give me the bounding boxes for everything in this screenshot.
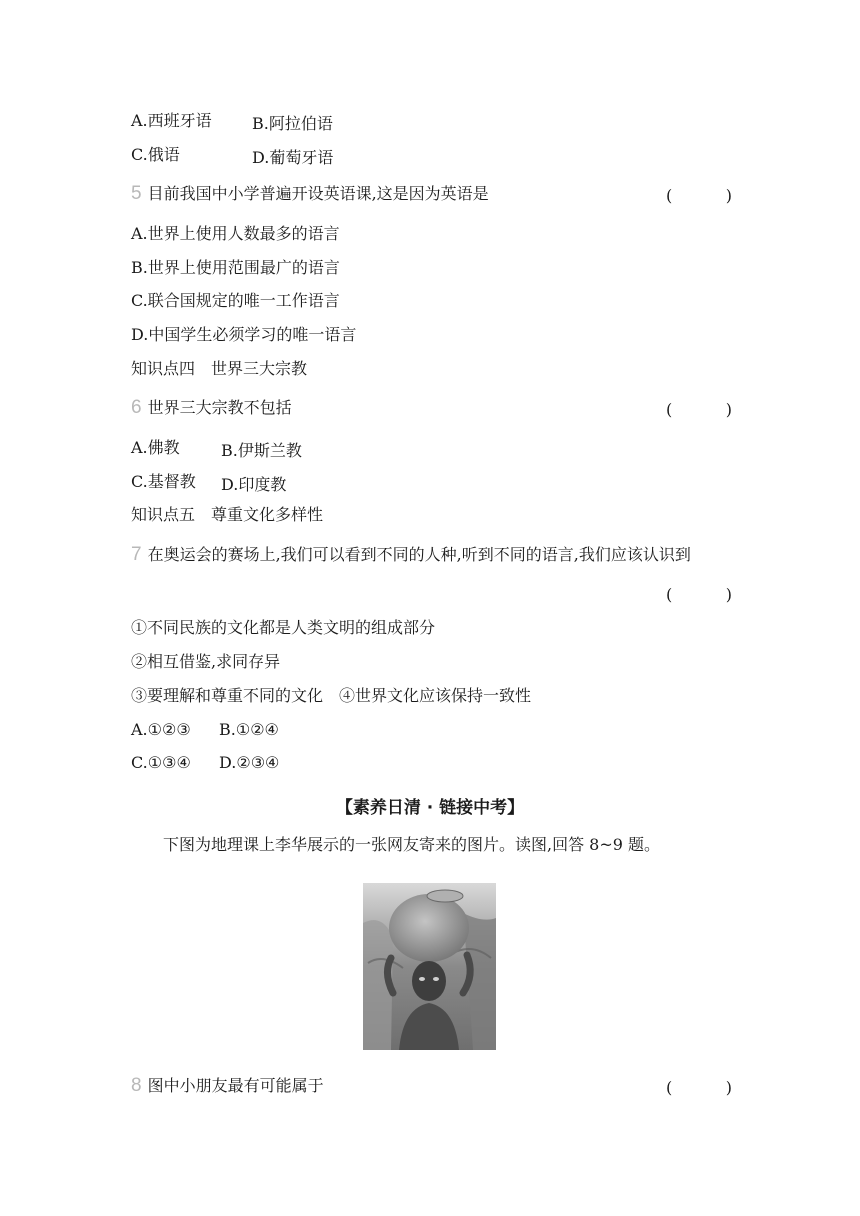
q5-option-d: D.中国学生必须学习的唯一语言 bbox=[131, 325, 357, 344]
q6-stem-line bbox=[131, 398, 292, 418]
q6-option-b: B.伊斯兰教 bbox=[221, 441, 302, 460]
q7-paren-left: ( bbox=[666, 585, 673, 604]
q6-option-c: C.基督教 bbox=[131, 472, 196, 491]
q7-statement-1: ①不同民族的文化都是人类文明的组成部分 bbox=[131, 618, 436, 637]
q5-option-c: C.联合国规定的唯一工作语言 bbox=[131, 291, 340, 310]
q4-option-a: A.西班牙语 bbox=[131, 111, 212, 130]
q6-paren-right: ) bbox=[725, 400, 732, 419]
q6-option-a: A.佛教 bbox=[131, 438, 180, 457]
q8-paren-right: ) bbox=[725, 1078, 732, 1097]
child-carrying-pot-photo bbox=[363, 883, 496, 1050]
q7-option-a: A.①②③ bbox=[131, 720, 191, 739]
q4-option-d: D.葡萄牙语 bbox=[252, 148, 334, 167]
q7-statement-2: ②相互借鉴,求同存异 bbox=[131, 652, 281, 671]
q7-stem-line bbox=[131, 545, 691, 565]
q6-stem: 世界三大宗教不包括 bbox=[147, 398, 292, 417]
q5-stem: 目前我国中小学普遍开设英语课,这是因为英语是 bbox=[147, 184, 489, 203]
q7-number: 7 bbox=[131, 544, 142, 565]
q5-paren-left: ( bbox=[666, 186, 673, 205]
q5-number: 5 bbox=[131, 183, 142, 204]
section-heading-5: 知识点五 尊重文化多样性 bbox=[131, 505, 324, 524]
q7-option-d: D.②③④ bbox=[219, 753, 280, 772]
q5-paren-right: ) bbox=[725, 186, 732, 205]
q5-option-a: A.世界上使用人数最多的语言 bbox=[131, 224, 340, 243]
q8-stem: 图中小朋友最有可能属于 bbox=[147, 1076, 324, 1095]
section-heading-4: 知识点四 世界三大宗教 bbox=[131, 359, 308, 378]
q4-option-b: B.阿拉伯语 bbox=[252, 114, 333, 133]
q6-number: 6 bbox=[131, 397, 142, 418]
q5-option-b: B.世界上使用范围最广的语言 bbox=[131, 258, 340, 277]
q8-paren-left: ( bbox=[666, 1078, 673, 1097]
q8-number: 8 bbox=[131, 1075, 142, 1096]
q6-paren-left: ( bbox=[666, 400, 673, 419]
section-heading-daily-review: 【素养日清 · 链接中考】 bbox=[335, 798, 525, 818]
q7-paren-right: ) bbox=[725, 585, 732, 604]
q7-option-c: C.①③④ bbox=[131, 753, 191, 772]
q7-option-b: B.①②④ bbox=[219, 720, 279, 739]
q6-option-d: D.印度教 bbox=[221, 475, 287, 494]
q7-stem: 在奥运会的赛场上,我们可以看到不同的人种,听到不同的语言,我们应该认识到 bbox=[147, 545, 691, 564]
q4-option-c: C.俄语 bbox=[131, 145, 180, 164]
q8-stem-line bbox=[131, 1076, 324, 1096]
q5-stem-line bbox=[131, 184, 489, 204]
reading-prompt: 下图为地理课上李华展示的一张网友寄来的图片。读图,回答 8~9 题。 bbox=[163, 835, 661, 854]
q7-statement-3-4: ③要理解和尊重不同的文化 ④世界文化应该保持一致性 bbox=[131, 686, 532, 705]
